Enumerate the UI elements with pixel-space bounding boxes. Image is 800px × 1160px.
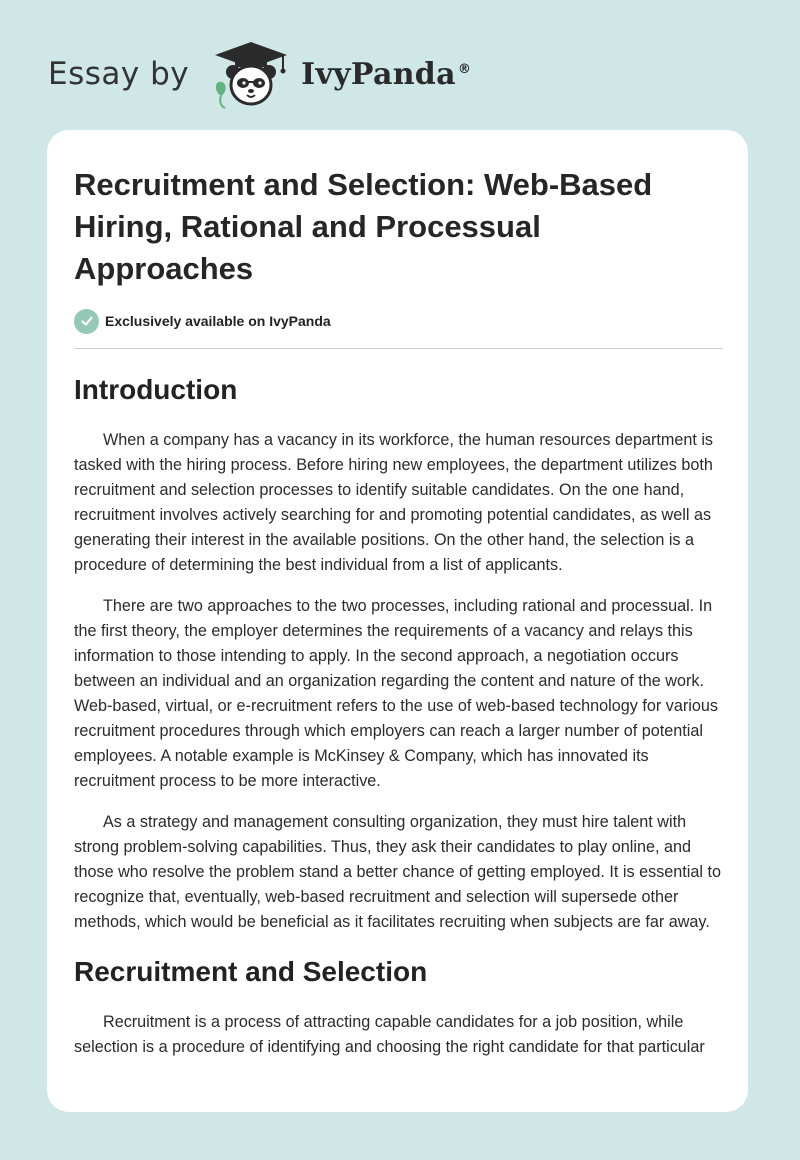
paragraph: As a strategy and management consulting organization, they must hire talent with strong problem-solving capabilities. Thus, they ask their candidates to play online, and those who resolve the problem stand a better chance of getting employed. It is essential to recognize that, eventually, web-based recruitment and selection will supersede other methods, which would be beneficial as it facilitates recruiting when subjects are far away. <box>74 813 721 931</box>
paragraph: Recruitment is a process of attracting capable candidates for a job position, while selection is a procedure of identifying and choosing the right candidate for that particular <box>74 1013 705 1056</box>
paragraph: When a company has a vacancy in its workforce, the human resources department is tasked with the hiring process. Before hiring new employees, the department utilizes both recruitment and selection processes to identify suitable candidates. On the one hand, recruitment involves actively searching for and promoting potential candidates, as well as generating their interest in the available positions. On the other hand, the selection is a procedure of determining the best individual from a list of applicants. <box>74 431 714 574</box>
panda-graduate-icon[interactable] <box>207 38 295 110</box>
exclusive-badge <box>74 308 722 334</box>
brand-header <box>48 36 471 112</box>
article-card <box>47 130 748 1112</box>
section-heading-recruitment-and-selection: Recruitment and Selection <box>74 956 428 987</box>
exclusive-label: Exclusively available on IvyPanda <box>105 313 331 329</box>
section-heading-introduction: Introduction <box>74 374 238 405</box>
brand-prefix: Essay by <box>48 56 190 92</box>
article-title: Recruitment and Selection: Web-Based Hiring, Rational and Processual Approaches <box>74 167 653 286</box>
registered-mark: ® <box>457 61 472 77</box>
check-icon <box>74 309 99 334</box>
paragraph: There are two approaches to the two processes, including rational and processual. In the first theory, the employer determines the requirements of a vacancy and relays this information to those intending to apply. In the second approach, a negotiation occurs between an individual and an organization regarding the content and nature of the work. Web-based, virtual, or e-recruitment refers to the use of web-based technology for various recruitment procedures through which employers can reach a larger number of potential employees. A notable example is McKinsey & Company, which has innovated its recruitment process to be more interactive. <box>74 597 718 790</box>
title-divider <box>74 348 722 349</box>
brand-name[interactable]: IvyPanda ® <box>301 56 472 92</box>
